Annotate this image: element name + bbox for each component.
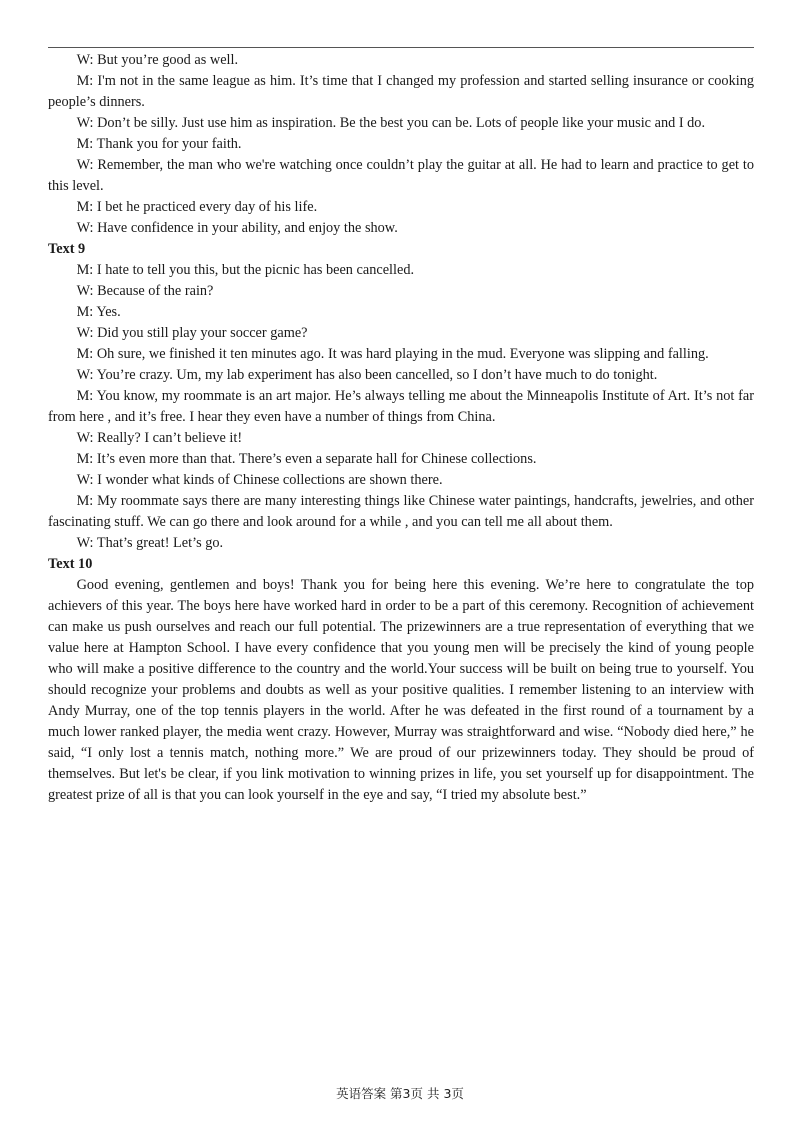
dialogue-line: M: Oh sure, we finished it ten minutes ago. It was hard playing in the mud. Everyone was slipping and falling. [76, 346, 709, 362]
dialogue-line: M: I hate to tell you this, but the picnic has been cancelled. [76, 262, 415, 278]
speech-paragraph: Good evening, gentlemen and boys! Thank you for being here this evening. We’re here to congratulate the top achievers of this year. The boys here have worked hard in order to be a part of this ceremony. Recognition of achievement can make us push ourselves and reach our full potential. The prizewinners are a true representation of everything that we value here at Hampton School. I have every confidence that you young men will be precisely the kind of young people who will make a positive difference to the country and the world.Your success will be built on being true to yourself. You should recognize your problems and doubts as well as your positive qualities. I remember listening to an interview with Andy Murray, one of the top tennis players in the world. After he was defeated in the first round of a tournament by a much lower ranked player, the media went crazy. However, Murray was straightforward and wise. “Nobody died here,” he said, “I only lost a tennis match, nothing more.” We are proud of our prizewinners today. They should be proud of themselves. But let's be clear, if you link motivation to winning prizes in life, you set yourself up for disappointment. The greatest prize of all is that you can look yourself in the eye and say, “I tried my absolute best.” [48, 577, 754, 803]
page-footer: 英语答案 第3页 共 3页 [336, 1086, 464, 1101]
dialogue-line: W: You’re crazy. Um, my lab experiment has also been cancelled, so I don’t have much to do tonight. [76, 367, 658, 383]
dialogue-line: W: But you’re good as well. [76, 52, 239, 68]
section-heading-text9: Text 9 [48, 241, 86, 257]
dialogue-line: W: Really? I can’t believe it! [76, 430, 243, 446]
dialogue-line: W: Don’t be silly. Just use him as inspiration. Be the best you can be. Lots of people like your music and I do. [76, 115, 706, 131]
dialogue-line: W: Remember, the man who we're watching once couldn’t play the guitar at all. He had to learn and practice to get to this level. [48, 157, 754, 194]
dialogue-line: W: Did you still play your soccer game? [76, 325, 308, 341]
dialogue-line: M: I'm not in the same league as him. It’s time that I changed my profession and started selling insurance or cooking people’s dinners. [48, 73, 754, 110]
dialogue-line: M: I bet he practiced every day of his life. [76, 199, 318, 215]
dialogue-line: M: My roommate says there are many interesting things like Chinese water paintings, handcrafts, jewelries, and other fascinating stuff. We can go there and look around for a while , and you can tell me all about them. [48, 493, 754, 530]
dialogue-line: M: You know, my roommate is an art major. He’s always telling me about the Minneapolis Institute of Art. It’s not far from here , and it’s free. I hear they even have a number of things from China. [48, 388, 754, 425]
dialogue-line: M: It’s even more than that. There’s even a separate hall for Chinese collections. [76, 451, 537, 467]
dialogue-line: M: Thank you for your faith. [76, 136, 242, 152]
dialogue-line: W: Have confidence in your ability, and enjoy the show. [76, 220, 398, 236]
document-body [48, 50, 754, 806]
dialogue-line: W: That’s great! Let’s go. [76, 535, 224, 551]
section-heading-text10: Text 10 [48, 556, 93, 572]
dialogue-line: W: I wonder what kinds of Chinese collections are shown there. [76, 472, 443, 488]
dialogue-line: M: Yes. [76, 304, 121, 320]
dialogue-line: W: Because of the rain? [76, 283, 214, 299]
header-rule [48, 47, 754, 48]
